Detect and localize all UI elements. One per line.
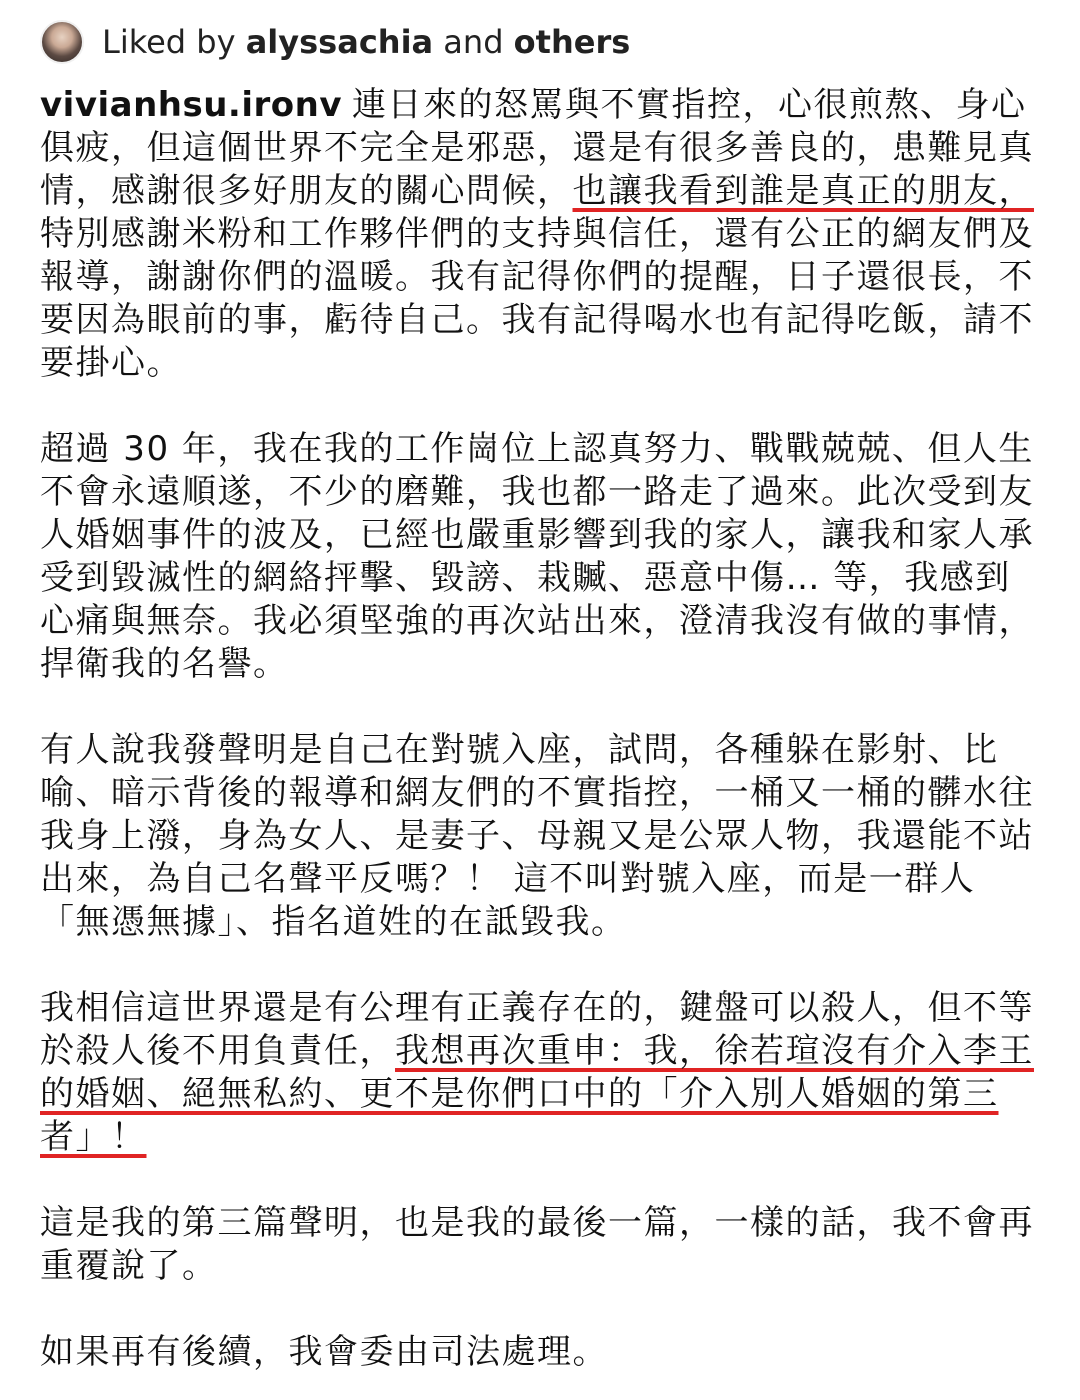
- liked-by-conjunction: and: [443, 23, 504, 61]
- highlighted-text-reaffirmation: 我想再次重申：我，徐若瑄沒有介入李王的婚姻、絕無私約、更不是你們口中的「介入別人婚姻的第三者」！: [40, 1031, 1034, 1157]
- paragraph-1-text-b: 特別感謝米粉和工作夥伴們的支持與信任，還有公正的網友們及報導，謝謝你們的溫暖。我有記得你們的提醒，日子還很長，不要因為眼前的事，虧待自己。我有記得喝水也有記得吃飯，請不要掛心。: [40, 214, 1034, 383]
- caption-paragraph-6: 如果再有後續，我會委由司法處理。: [40, 1332, 608, 1372]
- liked-by-row[interactable]: [40, 20, 630, 64]
- paragraph-4-text-a: 我相信這世界還是有公理有正義存在的，鍵盤可以殺人，但不等於殺人後不用負責任，: [40, 988, 1034, 1071]
- username-link[interactable]: vivianhsu.ironv: [40, 85, 342, 125]
- liked-by-text: [102, 20, 630, 64]
- post-caption: [40, 84, 1040, 1374]
- liked-by-prefix: Liked by: [102, 23, 236, 61]
- caption-paragraph-1: [40, 84, 1040, 385]
- liked-by-user-link[interactable]: alyssachia: [245, 23, 434, 61]
- liker-avatar[interactable]: [40, 20, 84, 64]
- caption-paragraph-3: 有人說我發聲明是自己在對號入座，試問，各種躲在影射、比喻、暗示背後的報導和網友們的不實指控，一桶又一桶的髒水往我身上潑，身為女人、是妻子、母親又是公眾人物，我還能不站出來，為自己名聲平反嗎？！ 這不叫對號入座，而是一群人「無憑無據」、指名道姓的在詆毀我。: [40, 730, 1034, 942]
- caption-paragraph-4: [40, 987, 1040, 1159]
- paragraph-1-text-a: 連日來的怒罵與不實指控，心很煎熬、身心俱疲，但這個世界不完全是邪惡，還是有很多善良的，患難見真情，感謝很多好朋友的關心問候，: [40, 85, 1034, 211]
- highlighted-text-true-friends: 也讓我看到誰是真正的朋友，: [572, 171, 1034, 211]
- caption-paragraph-5: 這是我的第三篇聲明，也是我的最後一篇，一樣的話，我不會再重覆說了。: [40, 1203, 1034, 1286]
- liked-by-others-link[interactable]: others: [513, 23, 631, 61]
- caption-paragraph-2: 超過 30 年，我在我的工作崗位上認真努力、戰戰兢兢、但人生不會永遠順遂，不少的磨難，我也都一路走了過來。此次受到友人婚姻事件的波及，已經也嚴重影響到我的家人，讓我和家人承受到毀滅性的網絡抨擊、毀謗、栽贓、惡意中傷… 等，我感到心痛與無奈。我必須堅強的再次站出來，澄清我沒有做的事情，捍衛我的名譽。: [40, 429, 1034, 684]
